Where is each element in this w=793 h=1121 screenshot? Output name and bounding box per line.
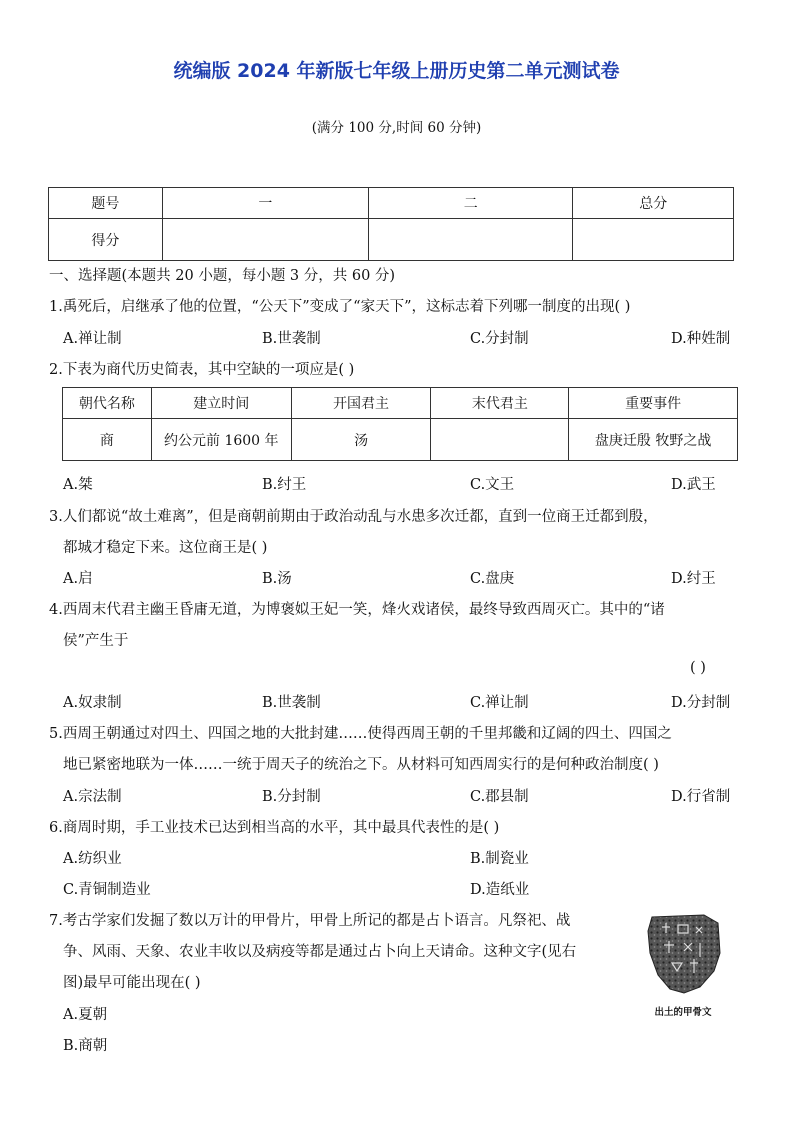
shang-table-cell: 盘庚迁殷 牧野之战 bbox=[569, 419, 738, 461]
q5-option-b[interactable]: B.分封制 bbox=[262, 789, 321, 805]
question-5-line-2: 地已紧密地联为一体……一统于周天子的统治之下。从材料可知西周实行的是何种政治制度( ) bbox=[63, 757, 659, 773]
q1-option-b[interactable]: B.世袭制 bbox=[262, 331, 321, 347]
shang-table-header: 建立时间 bbox=[151, 388, 291, 419]
q4-option-b[interactable]: B.世袭制 bbox=[262, 695, 321, 711]
q1-option-a[interactable]: A.禅让制 bbox=[63, 331, 122, 347]
question-3-line-1: 3.人们都说“故土难离”，但是商朝前期由于政治动乱与水患多次迁都，直到一位商王迁都到殷， bbox=[49, 509, 658, 525]
q3-option-a[interactable]: A.启 bbox=[63, 571, 93, 587]
question-1: 1.禹死后，启继承了他的位置，“公天下”变成了“家天下”，这标志着下列哪一制度的出现( ) bbox=[49, 299, 631, 315]
shang-table-cell: 约公元前 1600 年 bbox=[151, 419, 291, 461]
q7-option-a[interactable]: A.夏朝 bbox=[63, 1007, 108, 1023]
score-table-header: 一 bbox=[162, 188, 368, 219]
q6-option-b[interactable]: B.制瓷业 bbox=[470, 851, 529, 867]
shang-table-header: 开国君主 bbox=[291, 388, 431, 419]
q1-option-d[interactable]: D.种姓制 bbox=[671, 331, 731, 347]
shang-table-header: 重要事件 bbox=[569, 388, 738, 419]
q5-option-a[interactable]: A.宗法制 bbox=[63, 789, 122, 805]
shang-table-header: 朝代名称 bbox=[63, 388, 152, 419]
figure-caption: 出土的甲骨文 bbox=[654, 1007, 712, 1018]
score-cell[interactable] bbox=[162, 219, 368, 261]
q2-option-a[interactable]: A.桀 bbox=[63, 477, 93, 493]
question-7-line-3: 图)最早可能出现在( ) bbox=[63, 975, 201, 991]
shang-table-header: 末代君主 bbox=[431, 388, 569, 419]
q4-answer-paren: ( ) bbox=[690, 660, 706, 676]
score-table-header: 总分 bbox=[573, 188, 734, 219]
question-3-line-2: 都城才稳定下来。这位商王是( ) bbox=[63, 540, 268, 556]
shang-table-blank-cell bbox=[431, 419, 569, 461]
score-row-label: 得分 bbox=[49, 219, 163, 261]
q3-option-b[interactable]: B.汤 bbox=[262, 571, 292, 587]
q2-option-d[interactable]: D.武王 bbox=[671, 477, 716, 493]
q3-option-d[interactable]: D.纣王 bbox=[671, 571, 716, 587]
q2-option-c[interactable]: C.文王 bbox=[470, 477, 515, 493]
q6-option-d[interactable]: D.造纸业 bbox=[470, 882, 530, 898]
question-7-line-1: 7.考古学家们发掘了数以万计的甲骨片，甲骨上所记的都是占卜语言。凡祭祀、战 bbox=[49, 913, 571, 929]
q3-option-c[interactable]: C.盘庚 bbox=[470, 571, 515, 587]
q7-option-b[interactable]: B.商朝 bbox=[63, 1038, 108, 1054]
score-cell[interactable] bbox=[573, 219, 734, 261]
question-5-line-1: 5.西周王朝通过对四土、四国之地的大批封建……使得西周王朝的千里邦畿和辽阔的四土、四国之 bbox=[49, 726, 672, 742]
shang-history-table bbox=[62, 387, 738, 461]
page-title: 统编版 2024 年新版七年级上册历史第二单元测试卷 bbox=[173, 60, 620, 82]
q5-option-d[interactable]: D.行省制 bbox=[671, 789, 731, 805]
score-cell[interactable] bbox=[369, 219, 573, 261]
shang-table-cell: 汤 bbox=[291, 419, 431, 461]
q2-option-b[interactable]: B.纣王 bbox=[262, 477, 307, 493]
score-table bbox=[48, 187, 734, 261]
question-4-line-2: 侯”产生于 bbox=[63, 633, 129, 649]
q4-option-a[interactable]: A.奴隶制 bbox=[63, 695, 122, 711]
q5-option-c[interactable]: C.郡县制 bbox=[470, 789, 529, 805]
shang-table-cell: 商 bbox=[63, 419, 152, 461]
question-6: 6.商周时期，手工业技术已达到相当高的水平，其中最具代表性的是( ) bbox=[49, 820, 500, 836]
question-7-line-2: 争、风雨、天象、农业丰收以及病疫等都是通过占卜向上天请命。这种文字(见右 bbox=[63, 944, 577, 960]
score-table-header: 题号 bbox=[49, 188, 163, 219]
question-2: 2.下表为商代历史简表，其中空缺的一项应是( ) bbox=[49, 362, 355, 378]
q4-option-d[interactable]: D.分封制 bbox=[671, 695, 731, 711]
page-subtitle: (满分 100 分,时间 60 分钟) bbox=[311, 120, 482, 136]
q6-option-c[interactable]: C.青铜制造业 bbox=[63, 882, 151, 898]
q4-option-c[interactable]: C.禅让制 bbox=[470, 695, 529, 711]
score-table-header: 二 bbox=[369, 188, 573, 219]
q1-option-c[interactable]: C.分封制 bbox=[470, 331, 529, 347]
section-heading: 一、选择题(本题共 20 小题，每小题 3 分，共 60 分) bbox=[49, 268, 396, 284]
q6-option-a[interactable]: A.纺织业 bbox=[63, 851, 122, 867]
oracle-bone-image bbox=[644, 913, 722, 995]
question-4-line-1: 4.西周末代君主幽王昏庸无道，为博褒姒王妃一笑，烽火戏诸侯，最终导致西周灭亡。其中的“诸 bbox=[49, 602, 665, 618]
